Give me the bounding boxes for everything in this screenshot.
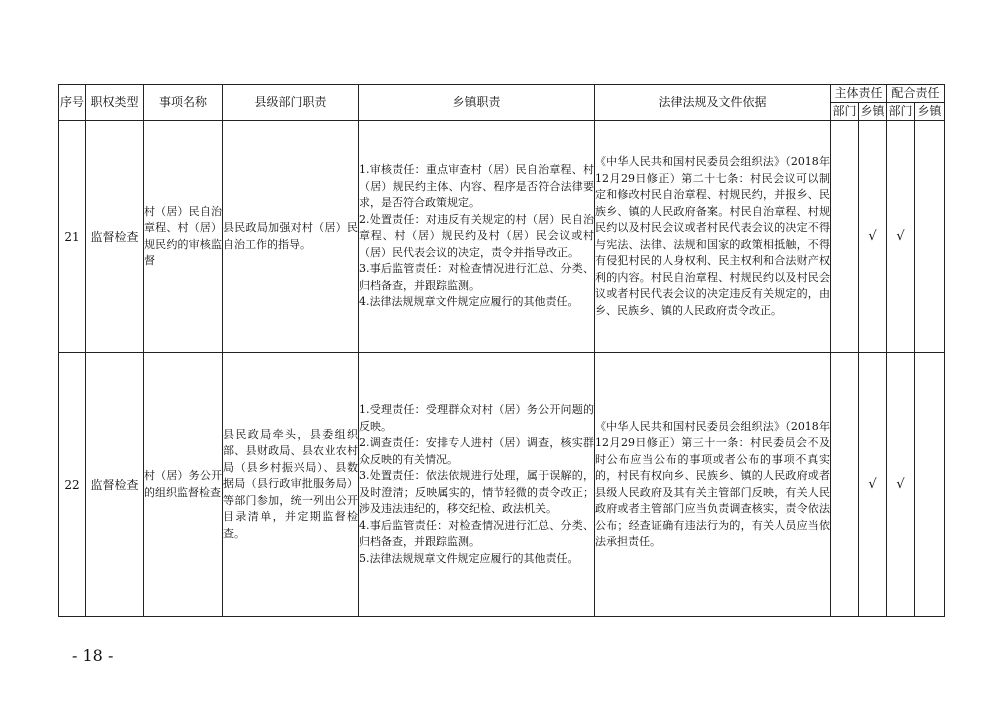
row-power-type: 监督检查 — [86, 121, 144, 353]
row-seq: 21 — [59, 121, 86, 353]
town-duty-line: 5.法律法规规章文件规定应履行的其他责任。 — [359, 551, 579, 565]
header-main-dept: 部门 — [831, 103, 859, 121]
row-county-duty: 县民政局加强对村（居）民自治工作的指导。 — [223, 121, 359, 353]
header-power-type: 职权类型 — [86, 85, 144, 121]
responsibility-table — [58, 84, 945, 617]
check-coop-dept: √ — [887, 121, 915, 353]
header-coop-dept: 部门 — [887, 103, 915, 121]
row-town-duty — [359, 353, 595, 617]
table-row — [59, 353, 945, 617]
town-duty-line: 2.调查责任：安排专人进村（居）调查，核实群众反映的有关情况。 — [359, 436, 594, 466]
row-legal-basis: 《中华人民共和国村民委员会组织法》（2018年12月29日修正）第三十一条：村民委员会不及时公布应当公布的事项或者公布的事项不真实的，村民有权向乡、民族乡、镇的人民政府或者县级人民政府及其有关主管部门反映，有关人民政府或者主管部门应当负责调查核实，责令依法公布；经查证确有违法行为的，有关人员应当依法承担责任。 — [595, 353, 831, 617]
header-item-name: 事项名称 — [144, 85, 223, 121]
town-duty-line: 3.事后监管责任：对检查情况进行汇总、分类、归档备查，并跟踪监测。 — [359, 262, 594, 292]
row-town-duty — [359, 121, 595, 353]
row-county-duty: 县民政局牵头，县委组织部、县财政局、县农业农村局（县乡村振兴局）、县数据局（县行政审批服务局）等部门参加，统一列出公开目录清单，并定期监督检查。 — [223, 353, 359, 617]
town-duty-line: 1.审核责任：重点审查村（居）民自治章程、村（居）规民约主体、内容、程序是否符合法律要求，是否符合政策规定。 — [359, 163, 594, 210]
check-coop-town — [915, 121, 945, 353]
check-main-dept — [831, 353, 859, 617]
town-duty-line: 3.处置责任：依法依规进行处理，属于误解的，及时澄清；反映属实的，情节轻微的责令改正；涉及违法违纪的，移交纪检、政法机关。 — [359, 469, 594, 515]
town-duty-line: 2.处置责任：对违反有关规定的村（居）民自治章程、村（居）规民约及村（居）民会议或村（居）民代表会议的决定，责令并指导改正。 — [359, 212, 594, 259]
header-main-town: 乡镇 — [859, 103, 887, 121]
row-item-name: 村（居）民自治章程、村（居）规民约的审核监督 — [144, 121, 223, 353]
town-duty-line: 4.事后监管责任：对检查情况进行汇总、分类、归档备查，并跟踪监测。 — [359, 518, 594, 548]
row-seq: 22 — [59, 353, 86, 617]
header-legal-basis: 法律法规及文件依据 — [595, 85, 831, 121]
header-seq: 序号 — [59, 85, 86, 121]
row-item-name: 村（居）务公开的组织监督检查 — [144, 353, 223, 617]
row-power-type: 监督检查 — [86, 353, 144, 617]
check-main-town: √ — [859, 353, 887, 617]
check-coop-town — [915, 353, 945, 617]
check-coop-dept: √ — [887, 353, 915, 617]
header-coop-town: 乡镇 — [915, 103, 945, 121]
town-duty-line: 4.法律法规规章文件规定应履行的其他责任。 — [359, 295, 579, 309]
check-main-dept — [831, 121, 859, 353]
row-legal-basis: 《中华人民共和国村民委员会组织法》（2018年12月29日修正）第二十七条：村民会议可以制定和修改村民自治章程、村规民约，并报乡、民族乡、镇的人民政府备案。村民自治章程、村规民约以及村民会议或者村民代表会议的决定不得与宪法、法律、法规和国家的政策相抵触，不得有侵犯村民的人身权利、民主权利和合法财产权利的内容。村民自治章程、村规民约以及村民会议或者村民代表会议的决定违反有关规定的，由乡、民族乡、镇的人民政府责令改正。 — [595, 121, 831, 353]
header-coop-resp: 配合责任 — [887, 85, 945, 103]
table-row — [59, 121, 945, 353]
page-number: - 18 - — [72, 646, 114, 665]
header-main-resp: 主体责任 — [831, 85, 887, 103]
town-duty-line: 1.受理责任：受理群众对村（居）务公开问题的反映。 — [359, 403, 594, 433]
header-county-duty: 县级部门职责 — [223, 85, 359, 121]
header-town-duty: 乡镇职责 — [359, 85, 595, 121]
check-main-town: √ — [859, 121, 887, 353]
